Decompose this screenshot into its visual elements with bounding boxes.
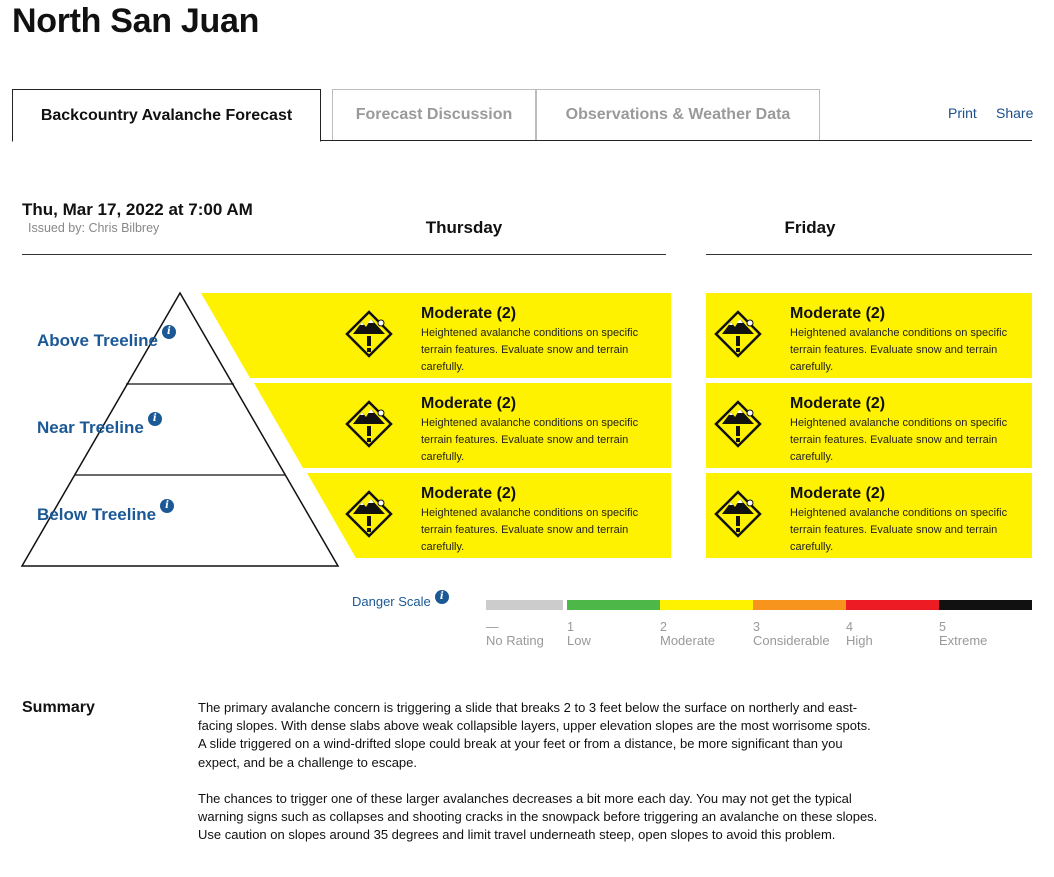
danger-cell-friday-above bbox=[714, 293, 1014, 378]
danger-scale-segment bbox=[939, 600, 1032, 610]
summary-heading: Summary bbox=[22, 699, 95, 716]
day-header-thursday: Thursday bbox=[425, 218, 503, 237]
danger-description: Heightened avalanche conditions on specific terrain features. Evaluate snow and terrain carefully. bbox=[421, 327, 639, 373]
danger-scale-number: 3 bbox=[753, 620, 760, 634]
danger-scale-name: No Rating bbox=[486, 633, 544, 648]
moderate-danger-icon bbox=[714, 310, 762, 358]
danger-scale-number: — bbox=[486, 620, 499, 634]
danger-scale-number: 2 bbox=[660, 620, 667, 634]
danger-title: Moderate (2) bbox=[790, 485, 886, 502]
danger-scale-name: High bbox=[846, 633, 873, 648]
danger-scale-segment bbox=[660, 600, 753, 610]
level-label: Below Treeline bbox=[37, 505, 157, 524]
danger-scale-number: 4 bbox=[846, 620, 853, 634]
danger-scale-segment bbox=[486, 600, 563, 610]
tab-observations-weather[interactable]: Observations & Weather Data bbox=[536, 89, 820, 140]
danger-cell-thursday-below bbox=[345, 473, 645, 558]
tab-forecast-discussion[interactable]: Forecast Discussion bbox=[332, 89, 536, 140]
level-label: Near Treeline bbox=[37, 418, 144, 437]
danger-description: Heightened avalanche conditions on specific terrain features. Evaluate snow and terrain carefully. bbox=[421, 507, 639, 553]
moderate-danger-icon bbox=[714, 490, 762, 538]
issue-date: Thu, Mar 17, 2022 at 7:00 AM bbox=[22, 200, 253, 219]
danger-scale-link[interactable] bbox=[352, 591, 449, 609]
danger-scale-name: Considerable bbox=[753, 633, 830, 648]
danger-title: Moderate (2) bbox=[421, 485, 517, 502]
summary-paragraph: The primary avalanche concern is triggering a slide that breaks 2 to 3 feet below the surface on northerly and east-facing slopes. With dense slabs above weak collapsible layers, upper elevation slopes are the most worrisome spots. A slide triggered on a wind-drifted slope could break at your feet or from a distance, be more significant than you expect, and be a challenge to escape. bbox=[198, 700, 871, 770]
danger-cell-friday-near bbox=[714, 383, 1014, 468]
day-header-friday: Friday bbox=[784, 218, 836, 237]
summary-paragraph: The chances to trigger one of these larger avalanches decreases a bit more each day. You may not get the typical warning signs such as collapses and shooting cracks in the snowpack before triggering an avalanche on these slopes. Use caution on slopes around 35 degrees and limit travel underneath steep, open slopes to avoid this problem. bbox=[198, 791, 878, 843]
danger-scale-segment bbox=[567, 600, 660, 610]
danger-cell-thursday-above bbox=[345, 293, 645, 378]
danger-scale-name: Moderate bbox=[660, 633, 715, 648]
danger-scale-name: Low bbox=[567, 633, 591, 648]
danger-title: Moderate (2) bbox=[790, 305, 886, 322]
moderate-danger-icon bbox=[345, 400, 393, 448]
moderate-danger-icon bbox=[345, 490, 393, 538]
danger-scale-name: Extreme bbox=[939, 633, 988, 648]
level-label: Above Treeline bbox=[37, 331, 158, 350]
danger-title: Moderate (2) bbox=[421, 305, 517, 322]
share-link[interactable]: Share bbox=[996, 105, 1034, 121]
info-icon[interactable]: i bbox=[162, 325, 176, 339]
danger-cell-friday-below bbox=[714, 473, 1014, 558]
danger-scale-segment bbox=[753, 600, 846, 610]
moderate-danger-icon bbox=[345, 310, 393, 358]
info-icon[interactable]: i bbox=[148, 412, 162, 426]
tab-backcountry-forecast[interactable]: Backcountry Avalanche Forecast bbox=[12, 89, 321, 142]
page-title: North San Juan bbox=[12, 2, 260, 40]
info-icon[interactable]: i bbox=[435, 590, 449, 604]
danger-description: Heightened avalanche conditions on specific terrain features. Evaluate snow and terrain carefully. bbox=[790, 507, 1008, 553]
danger-description: Heightened avalanche conditions on specific terrain features. Evaluate snow and terrain carefully. bbox=[421, 417, 639, 463]
print-link[interactable]: Print bbox=[948, 105, 977, 121]
moderate-danger-icon bbox=[714, 400, 762, 448]
info-icon[interactable]: i bbox=[160, 499, 174, 513]
danger-cell-thursday-near bbox=[345, 383, 645, 468]
danger-title: Moderate (2) bbox=[421, 395, 517, 412]
danger-title: Moderate (2) bbox=[790, 395, 886, 412]
danger-scale-label: Danger Scale bbox=[352, 594, 431, 609]
danger-description: Heightened avalanche conditions on specific terrain features. Evaluate snow and terrain carefully. bbox=[790, 417, 1008, 463]
issued-by: Issued by: Chris Bilbrey bbox=[28, 221, 160, 235]
danger-scale-number: 1 bbox=[567, 620, 574, 634]
danger-scale-number: 5 bbox=[939, 620, 946, 634]
danger-scale-segment bbox=[846, 600, 939, 610]
danger-description: Heightened avalanche conditions on specific terrain features. Evaluate snow and terrain carefully. bbox=[790, 327, 1008, 373]
